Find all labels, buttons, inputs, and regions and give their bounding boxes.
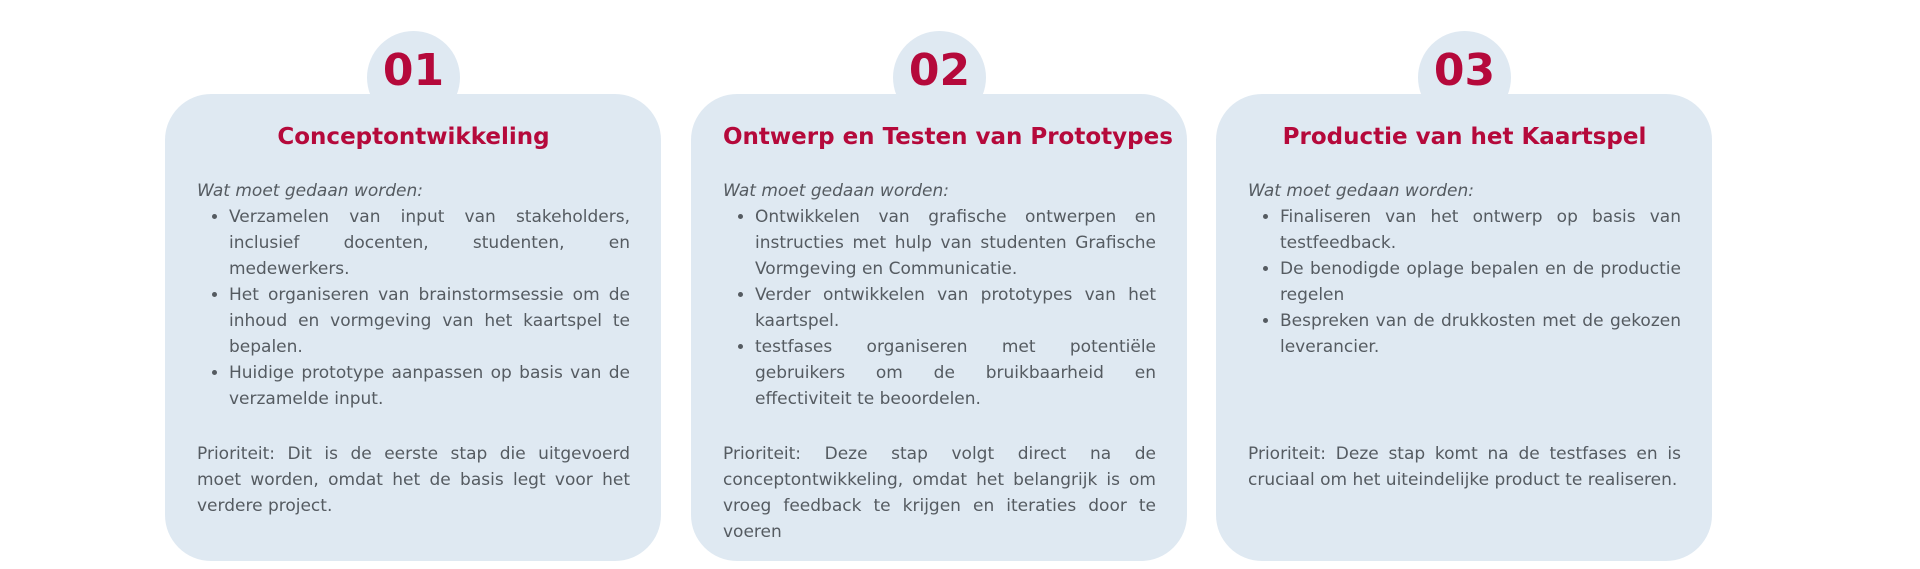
task-list (1248, 204, 1681, 360)
task-item: • De benodigde oplage bepalen en de productie regelen (1280, 256, 1681, 308)
step-number-badge: 01 (367, 31, 460, 124)
priority-text: Prioriteit: Dit is de eerste stap die uitgevoerd moet worden, omdat het de basis legt voor het verdere project. (197, 444, 630, 516)
task-item: • Ontwikkelen van grafische ontwerpen en instructies met hulp van studenten Grafische Vormgeving en Communicatie. (755, 204, 1156, 282)
step-card-1 (165, 94, 661, 561)
task-item: • Bespreken van de drukkosten met de gekozen leverancier. (1280, 308, 1681, 360)
task-item: • Verzamelen van input van stakeholders, inclusief docenten, studenten, en medewerkers. (229, 204, 630, 282)
priority-text: Prioriteit: Deze stap volgt direct na de conceptontwikkeling, omdat het belangrijk is om vroeg feedback te krijgen en iteraties door te voeren (723, 444, 1156, 542)
tasks-label: Wat moet gedaan worden: (723, 181, 949, 201)
step-card-wrapper-2 (691, 0, 1187, 569)
task-list (723, 204, 1156, 412)
task-item: • Finaliseren van het ontwerp op basis van testfeedback. (1280, 204, 1681, 256)
step-card-2 (691, 94, 1187, 561)
step-number-badge: 02 (893, 31, 986, 124)
step-card-wrapper-1 (165, 0, 661, 569)
step-title: Productie van het Kaartspel (1282, 124, 1647, 150)
step-card-wrapper-3 (1216, 0, 1712, 569)
task-item: • testfases organiseren met potentiële gebruikers om de bruikbaarheid en effectiviteit te beoordelen. (755, 334, 1156, 412)
step-number-badge: 03 (1418, 31, 1511, 124)
task-item: • Huidige prototype aanpassen op basis van de verzamelde input. (229, 360, 630, 412)
step-title: Conceptontwikkeling (277, 124, 550, 150)
task-item: • Verder ontwikkelen van prototypes van het kaartspel. (755, 282, 1156, 334)
step-card-3 (1216, 94, 1712, 561)
step-title: Ontwerp en Testen van Prototypes (723, 124, 1173, 150)
task-list (197, 204, 630, 412)
priority-text: Prioriteit: Deze stap komt na de testfases en is cruciaal om het uiteindelijke product te realiseren. (1248, 444, 1681, 490)
tasks-label: Wat moet gedaan worden: (1248, 181, 1474, 201)
task-item: • Het organiseren van brainstormsessie om de inhoud en vormgeving van het kaartspel te bepalen. (229, 282, 630, 360)
tasks-label: Wat moet gedaan worden: (197, 181, 423, 201)
